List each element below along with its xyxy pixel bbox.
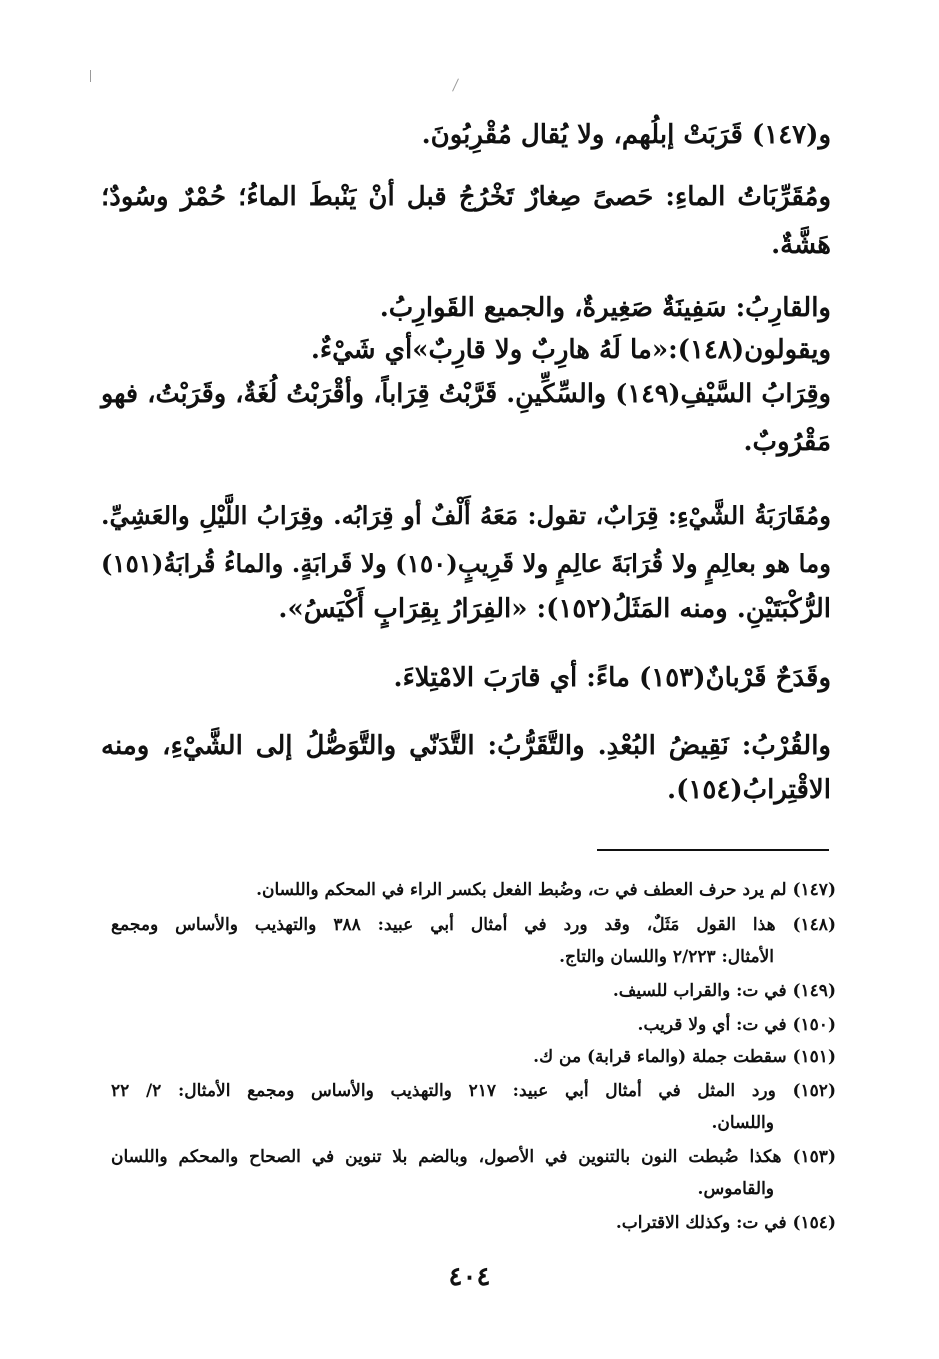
entry-line: و(١٤٧) قَرَبَتْ إبلُهم، ولا يُقال مُقْرِبُونَ. xyxy=(421,120,831,150)
footnote: (١٥٤) في ت: وكذلك الاقتراب. xyxy=(615,1213,836,1233)
footnote: والقاموس. xyxy=(697,1179,774,1199)
footnote: (١٤٨) هذا القول مَثَلٌ، وقد ورد في أمثال أبي عبيد: ٣٨٨ والتهذيب والأساس ومجمع xyxy=(111,915,836,935)
entry-line: وما هو بعالِمٍ ولا قُرَابَةَ عالِمٍ ولا قَرِيبٍ(١٥٠) ولا قَرابَةٍ. والماءُ قُرابَةُ(١٥١) xyxy=(100,549,831,578)
page-number: ٤٠٤ xyxy=(448,1262,491,1292)
entry-line: ومُقَرِّبَاتُ الماءِ: حَصىً صِغارٌ تَخْرُجُ قبل أنْ يَنْبطَ الماءُ؛ حُمْرٌ وسُودٌ؛ xyxy=(101,182,831,212)
footnote-divider xyxy=(597,849,829,851)
footnote: (١٥١) سقطت جملة (والماء قرابة) من ك. xyxy=(533,1047,836,1067)
footnote: الأمثال: ٢/٢٢٣ واللسان والتاج. xyxy=(559,947,774,967)
footnote: (١٥٣) هكذا ضُبطت النون بالتنوين في الأصول، وبالضم بلا تنوين في الصحاح والمحكم واللسان xyxy=(111,1147,836,1167)
entry-line: الرُّكْبَتَيْنِ. ومنه المَثَلُ(١٥٢): «الفِرَارُ بِقِرَابٍ أَكْيَسُ». xyxy=(278,594,831,624)
footnote: (١٥٢) ورد المثل في أمثال أبي عبيد: ٢١٧ والتهذيب والأساس ومجمع الأمثال: ٢/ ٢٢ xyxy=(111,1081,836,1101)
footnote: واللسان. xyxy=(711,1113,774,1133)
entry-line: وقِرَابُ السَّيْفِ(١٤٩) والسِّكِّينِ. قَرَّبْتُ قِرَاباً، وأقْرَبْتُ لُغَةٌ، وقَرَبْتُ، فهو xyxy=(101,379,831,409)
entry-line: هَشَّةٌ. xyxy=(771,230,831,260)
footnote: (١٥٠) في ت: أي ولا قريب. xyxy=(637,1015,836,1035)
entry-line: والقُرْبُ: نَقِيضُ البُعْدِ. والتَّقَرُّبُ: التَّدَنّي والتَّوَصُّلُ إلى الشَّيْءِ، ومنه xyxy=(101,731,831,761)
scan-speck xyxy=(90,70,91,82)
entry-line: وقَدَحٌ قَرْبانٌ(١٥٣) ماءً: أي قارَبَ الامْتِلاءَ. xyxy=(393,663,831,693)
entry-line: الاقْتِرابُ(١٥٤). xyxy=(667,775,831,805)
entry-line: مَقْرُوبٌ. xyxy=(743,427,831,457)
scan-speck xyxy=(452,78,459,91)
entry-line: والقارِبُ: سَفِينَةٌ صَغِيرةٌ، والجميع القَوارِبُ. xyxy=(379,293,831,323)
footnote: (١٤٩) في ت: والقراب للسيف. xyxy=(612,981,836,1001)
entry-line: ويقولون(١٤٨):«ما لَهُ هارِبٌ ولا قارِبٌ»أي شَيْءٌ. xyxy=(310,335,831,365)
entry-line: ومُقَارَبَةُ الشَّيْءِ: قِرَابٌ، تقول: مَعَهُ أَلْفٌ أو قِرَابُه. وقِرَابُ اللَّيْلِ والعَشِيِّ. xyxy=(101,501,831,530)
footnote: (١٤٧) لم يرد حرف العطف في ت، وضُبط الفعل بكسر الراء في المحكم واللسان. xyxy=(256,880,836,900)
